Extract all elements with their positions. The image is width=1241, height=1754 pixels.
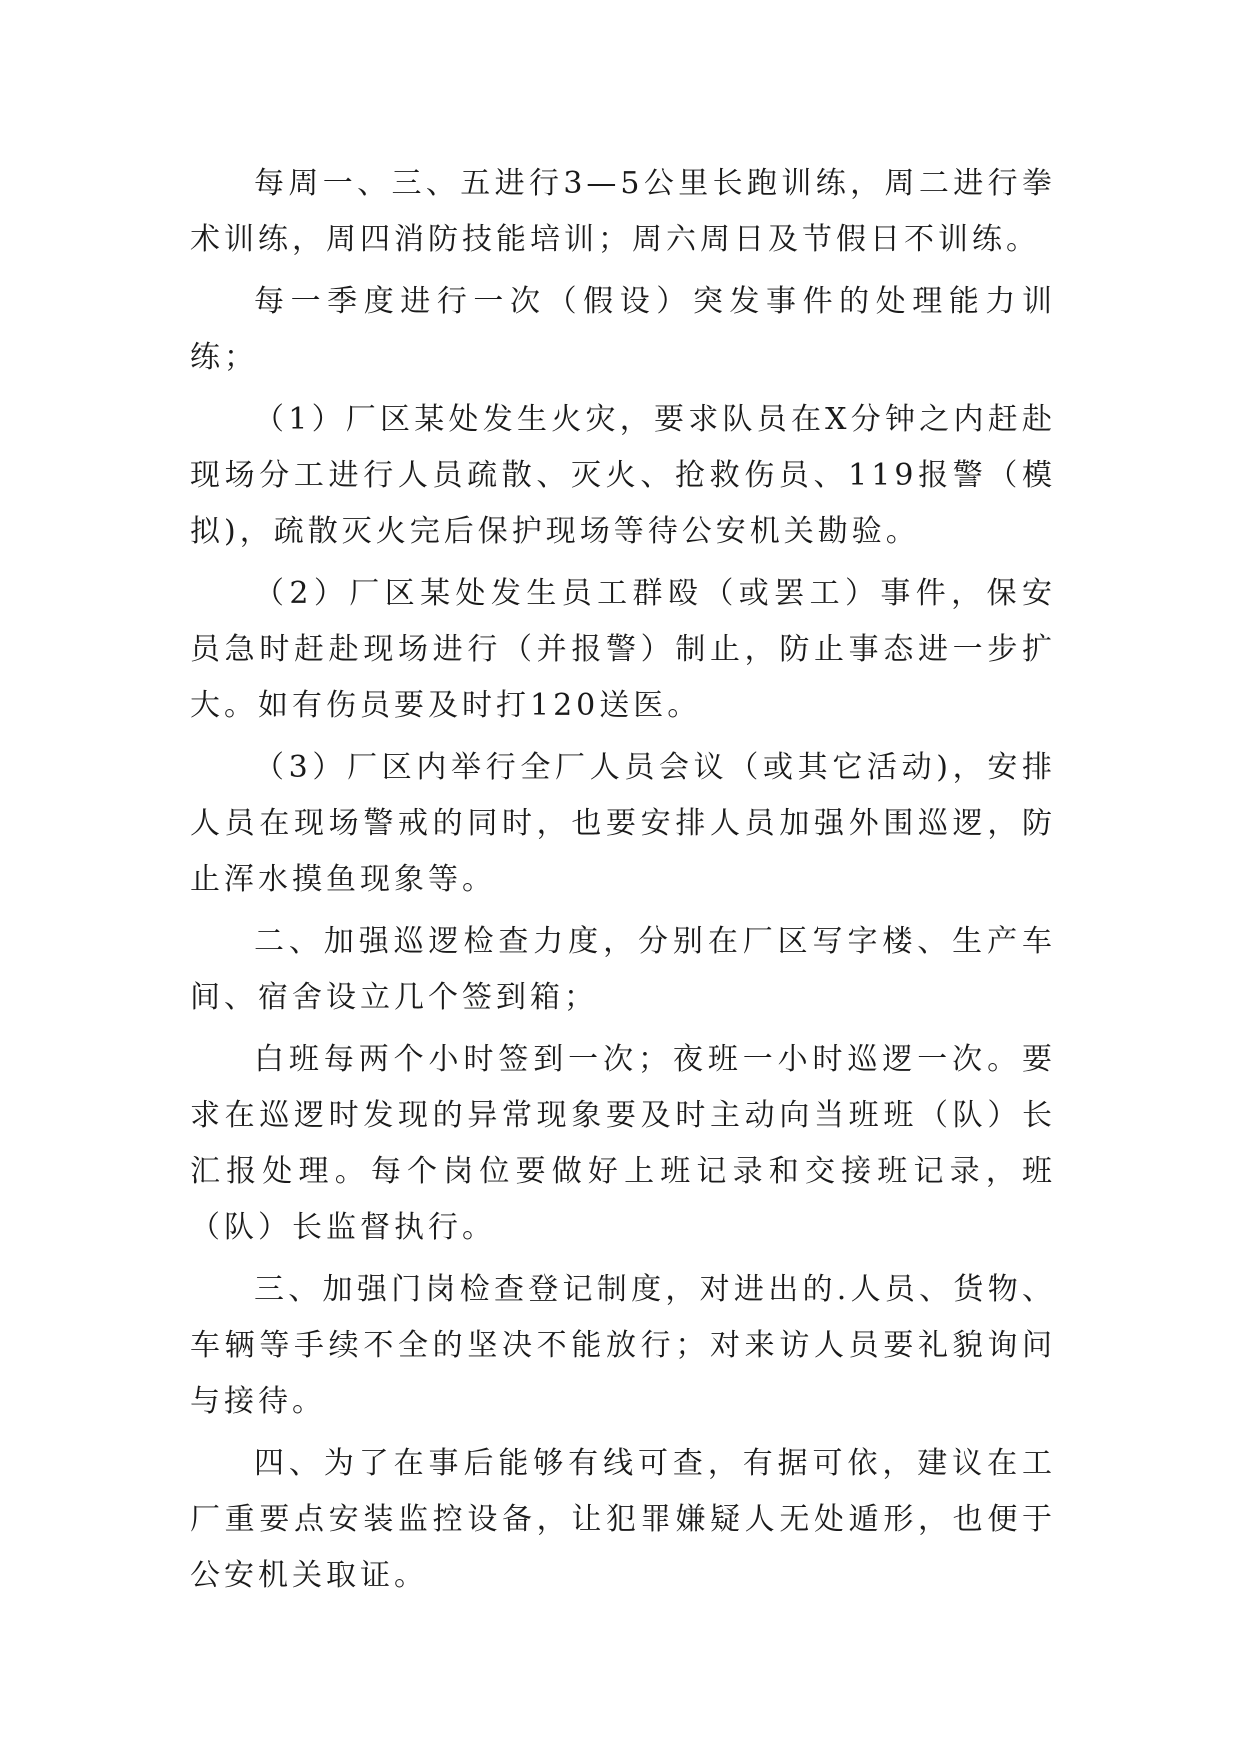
document-body: [190, 156, 1056, 1604]
paragraph-brawl-drill: （2）厂区某处发生员工群殴（或罢工）事件，保安员急时赶赴现场进行（并报警）制止，防止事态进一步扩大。如有伤员要及时打120送医。: [190, 576, 1056, 723]
paragraph-section-two: 二、加强巡逻检查力度，分别在厂区写字楼、生产车间、宿舍设立几个签到箱；: [190, 924, 1056, 1015]
paragraph-training-schedule: 每周一、三、五进行3—5公里长跑训练，周二进行拳术训练，周四消防技能培训；周六周日及节假日不训练。: [190, 166, 1056, 257]
paragraph-patrol-rules: 白班每两个小时签到一次；夜班一小时巡逻一次。要求在巡逻时发现的异常现象要及时主动向当班班（队）长汇报处理。每个岗位要做好上班记录和交接班记录，班（队）长监督执行。: [190, 1042, 1056, 1245]
paragraph-section-four: 四、为了在事后能够有线可查，有据可依，建议在工厂重要点安装监控设备，让犯罪嫌疑人无处遁形，也便于公安机关取证。: [190, 1446, 1056, 1593]
paragraph-section-three: 三、加强门岗检查登记制度，对进出的.人员、货物、车辆等手续不全的坚决不能放行；对来访人员要礼貌询问与接待。: [190, 1272, 1056, 1419]
paragraph-meeting-drill: （3）厂区内举行全厂人员会议（或其它活动)，安排人员在现场警戒的同时，也要安排人员加强外围巡逻，防止浑水摸鱼现象等。: [190, 750, 1056, 897]
paragraph-fire-drill: （1）厂区某处发生火灾，要求队员在X分钟之内赶赴现场分工进行人员疏散、灭火、抢救伤员、119报警（模拟)，疏散灭火完后保护现场等待公安机关勘验。: [190, 402, 1056, 549]
paragraph-quarterly-drill: 每一季度进行一次（假设）突发事件的处理能力训练；: [190, 284, 1056, 375]
